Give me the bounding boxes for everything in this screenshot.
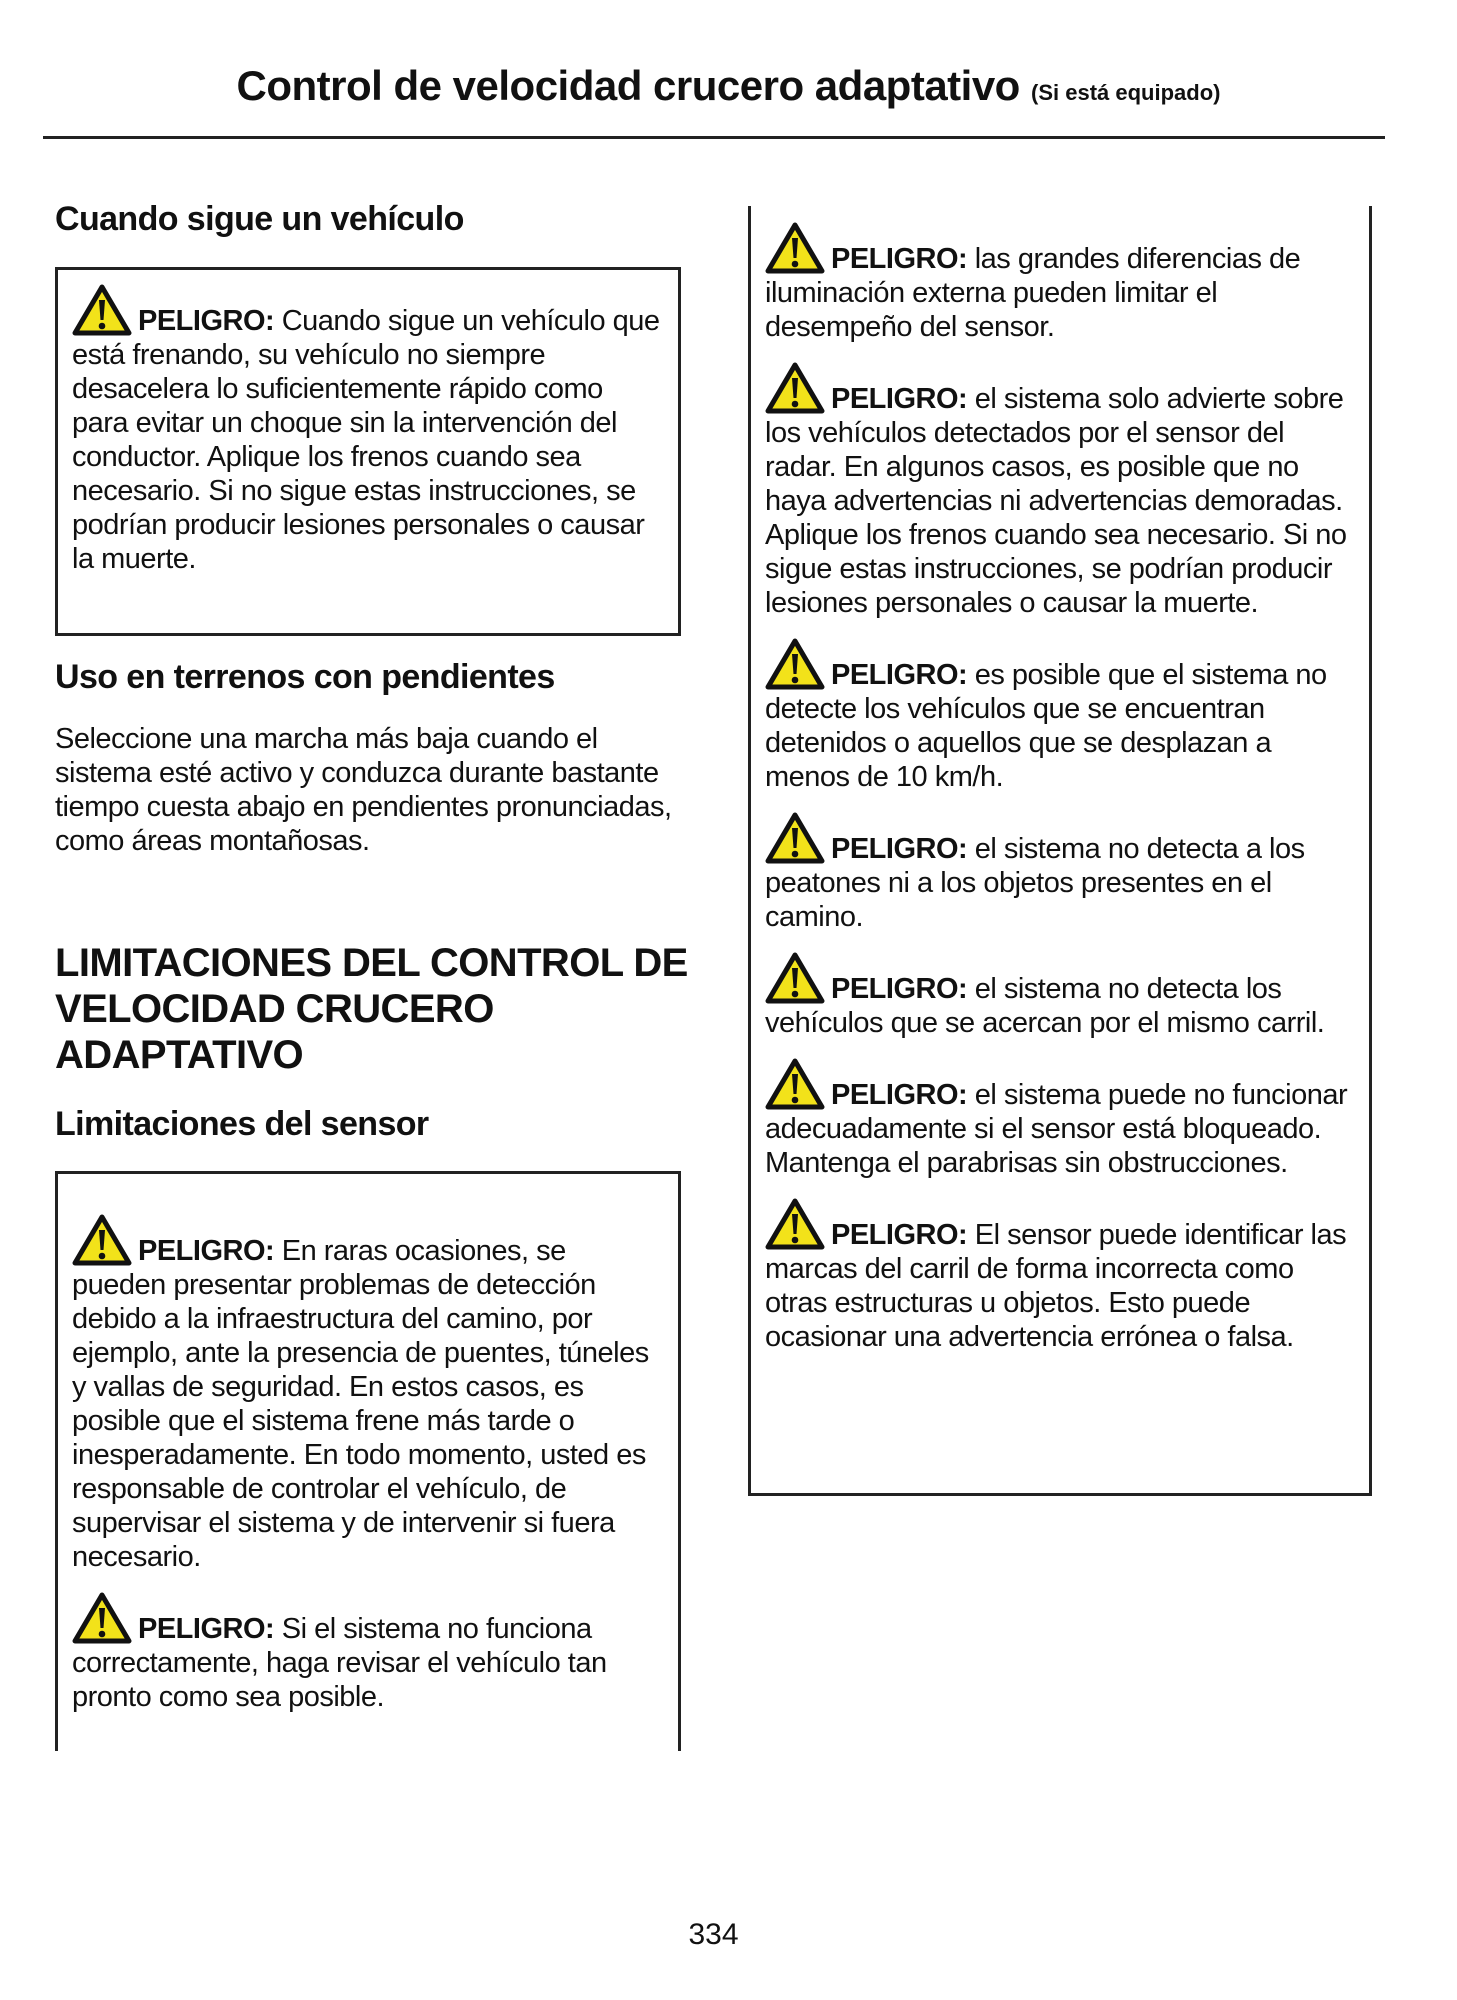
warning-icon (72, 284, 132, 336)
warning-text: el sistema no detecta a los peatones ni a los objetos presentes en el camino. (765, 833, 1305, 933)
warning-icon (765, 1198, 825, 1250)
warning-label: PELIGRO: (831, 659, 968, 691)
warning-icon (72, 1214, 132, 1266)
warning-label: PELIGRO: (831, 833, 968, 865)
page-title (0, 62, 1457, 110)
warning-text: Cuando sigue un vehículo que está frenando, su vehículo no siempre desacelera lo suficientemente rápido como para evitar un choque sin la intervención del conductor. Aplique los frenos cuando sea necesario. Si no sigue estas instrucciones, se podrían producir lesiones personales o causar la muerte. (72, 305, 660, 575)
warning-text: el sistema puede no funcionar adecuadamente si el sensor está bloqueado. Mantenga el parabrisas sin obstrucciones. (765, 1079, 1348, 1179)
warning-item (765, 812, 1357, 934)
warning-label: PELIGRO: (138, 305, 275, 337)
warning-text: el sistema no detecta los vehículos que se acercan por el mismo carril. (765, 973, 1325, 1039)
warning-label: PELIGRO: (831, 243, 968, 275)
warning-item (72, 284, 666, 576)
warning-item (765, 362, 1357, 620)
warning-label: PELIGRO: (831, 383, 968, 415)
section-heading-following: Cuando sigue un vehículo (55, 200, 464, 238)
warning-text: es posible que el sistema no detecte los vehículos que se encuentran detenidos o aquellos que se desplazan a menos de 10 km/h. (765, 659, 1327, 793)
section-heading-sensor: Limitaciones del sensor (55, 1105, 429, 1143)
warning-text: El sensor puede identificar las marcas del carril de forma incorrecta como otras estructuras u objetos. Esto puede ocasionar una advertencia errónea o falsa. (765, 1219, 1347, 1353)
warning-item (765, 1198, 1357, 1354)
header-divider (43, 136, 1385, 139)
warning-item (72, 1214, 666, 1574)
warning-icon (765, 1058, 825, 1110)
warning-label: PELIGRO: (138, 1613, 275, 1645)
warning-icon (765, 222, 825, 274)
warning-item (765, 638, 1357, 794)
warning-label: PELIGRO: (138, 1235, 275, 1267)
warning-item (765, 222, 1357, 344)
warning-item (765, 1058, 1357, 1180)
warning-icon (765, 638, 825, 690)
warning-item (72, 1592, 666, 1714)
page-number: 334 (688, 1918, 739, 1951)
warning-text: Si el sistema no funciona correctamente, haga revisar el vehículo tan pronto como sea posible. (72, 1613, 607, 1713)
warning-text: el sistema solo advierte sobre los vehículos detectados por el sensor del radar. En algunos casos, es posible que no haya advertencias ni advertencias demoradas. Aplique los frenos cuando sea necesario. Si no sigue estas instrucciones, se podrían producir lesiones personales o causar la muerte. (765, 383, 1347, 619)
warning-text: las grandes diferencias de iluminación externa pueden limitar el desempeño del sensor. (765, 243, 1301, 343)
warning-item (765, 952, 1357, 1040)
title-text: Control de velocidad crucero adaptativo (236, 62, 1020, 109)
warning-icon (72, 1592, 132, 1644)
title-subtitle: (Si está equipado) (1031, 80, 1221, 105)
warning-box-following (55, 267, 681, 636)
warning-icon (765, 362, 825, 414)
warning-text: En raras ocasiones, se pueden presentar problemas de detección debido a la infraestructura del camino, por ejemplo, ante la presencia de puentes, túneles y vallas de seguridad. En estos casos, es posible que el sistema frene más tarde o inesperadamente. En todo momento, usted es responsable de controlar el vehículo, de supervisar el sistema y de intervenir si fuera necesario. (72, 1235, 649, 1573)
slopes-paragraph: Seleccione una marcha más baja cuando el sistema esté activo y conduzca durante bastante tiempo cuesta abajo en pendientes pronunciadas, como áreas montañosas. (55, 723, 672, 857)
warning-icon (765, 952, 825, 1004)
section-heading-slopes: Uso en terrenos con pendientes (55, 658, 555, 696)
warning-label: PELIGRO: (831, 973, 968, 1005)
warning-box-right (748, 206, 1372, 1496)
warning-icon (765, 812, 825, 864)
warning-label: PELIGRO: (831, 1219, 968, 1251)
main-heading-limitations: LIMITACIONES DEL CONTROL DE VELOCIDAD CRUCERO ADAPTATIVO (55, 941, 688, 1077)
warning-box-sensor (55, 1171, 681, 1751)
warning-label: PELIGRO: (831, 1079, 968, 1111)
